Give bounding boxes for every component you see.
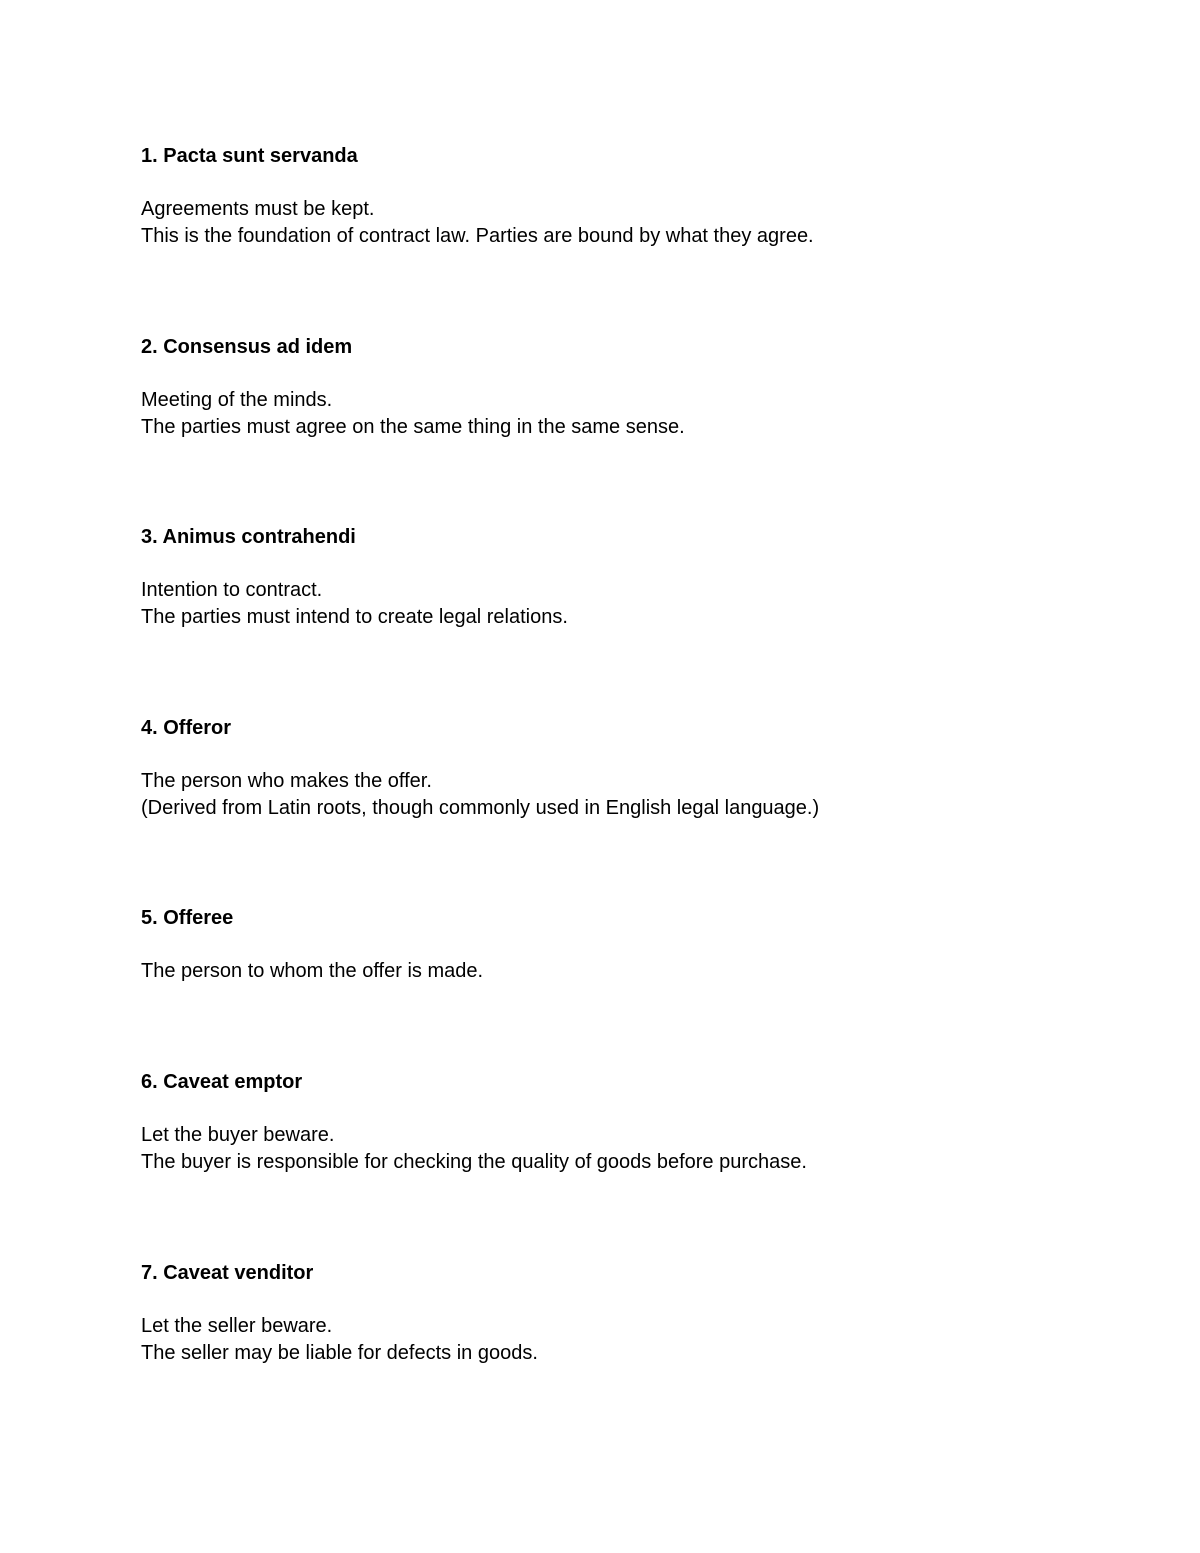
entry-line: Let the seller beware. xyxy=(141,1315,333,1337)
entry-line: Let the buyer beware. xyxy=(141,1124,335,1146)
entry-caveat-venditor xyxy=(141,1259,1101,1367)
entry-title: 1. Pacta sunt servanda xyxy=(141,145,358,167)
entry-title: 2. Consensus ad idem xyxy=(141,336,353,358)
entry-title: 3. Animus contrahendi xyxy=(141,526,356,548)
entry-line: Intention to contract. xyxy=(141,579,323,601)
entry-title: 5. Offeree xyxy=(141,907,234,929)
entry-body xyxy=(141,387,1101,441)
entry-body xyxy=(141,1122,1101,1176)
entry-animus-contrahendi xyxy=(141,523,1101,631)
entry-body xyxy=(141,1313,1101,1367)
entry-pacta-sunt-servanda xyxy=(141,142,1101,250)
entry-body xyxy=(141,196,1101,250)
entry-line: The person who makes the offer. xyxy=(141,770,432,792)
entry-line: This is the foundation of contract law. Parties are bound by what they agree. xyxy=(141,225,814,247)
entry-line: The parties must agree on the same thing in the same sense. xyxy=(141,416,685,438)
entry-line: Agreements must be kept. xyxy=(141,198,375,220)
entry-offeror xyxy=(141,714,1101,822)
entry-title: 7. Caveat venditor xyxy=(141,1262,314,1284)
entry-caveat-emptor xyxy=(141,1068,1101,1176)
entry-body xyxy=(141,577,1101,631)
entry-line: (Derived from Latin roots, though commonly used in English legal language.) xyxy=(141,797,820,819)
entry-body xyxy=(141,958,1101,985)
entry-offeree xyxy=(141,904,1101,985)
entry-line: Meeting of the minds. xyxy=(141,389,333,411)
entry-line: The person to whom the offer is made. xyxy=(141,960,484,982)
entry-line: The buyer is responsible for checking the quality of goods before purchase. xyxy=(141,1151,807,1173)
entry-line: The parties must intend to create legal relations. xyxy=(141,606,568,628)
entry-line: The seller may be liable for defects in goods. xyxy=(141,1342,538,1364)
entry-body xyxy=(141,768,1101,822)
entry-consensus-ad-idem xyxy=(141,333,1101,441)
entry-title: 6. Caveat emptor xyxy=(141,1071,303,1093)
entry-title: 4. Offeror xyxy=(141,717,232,739)
